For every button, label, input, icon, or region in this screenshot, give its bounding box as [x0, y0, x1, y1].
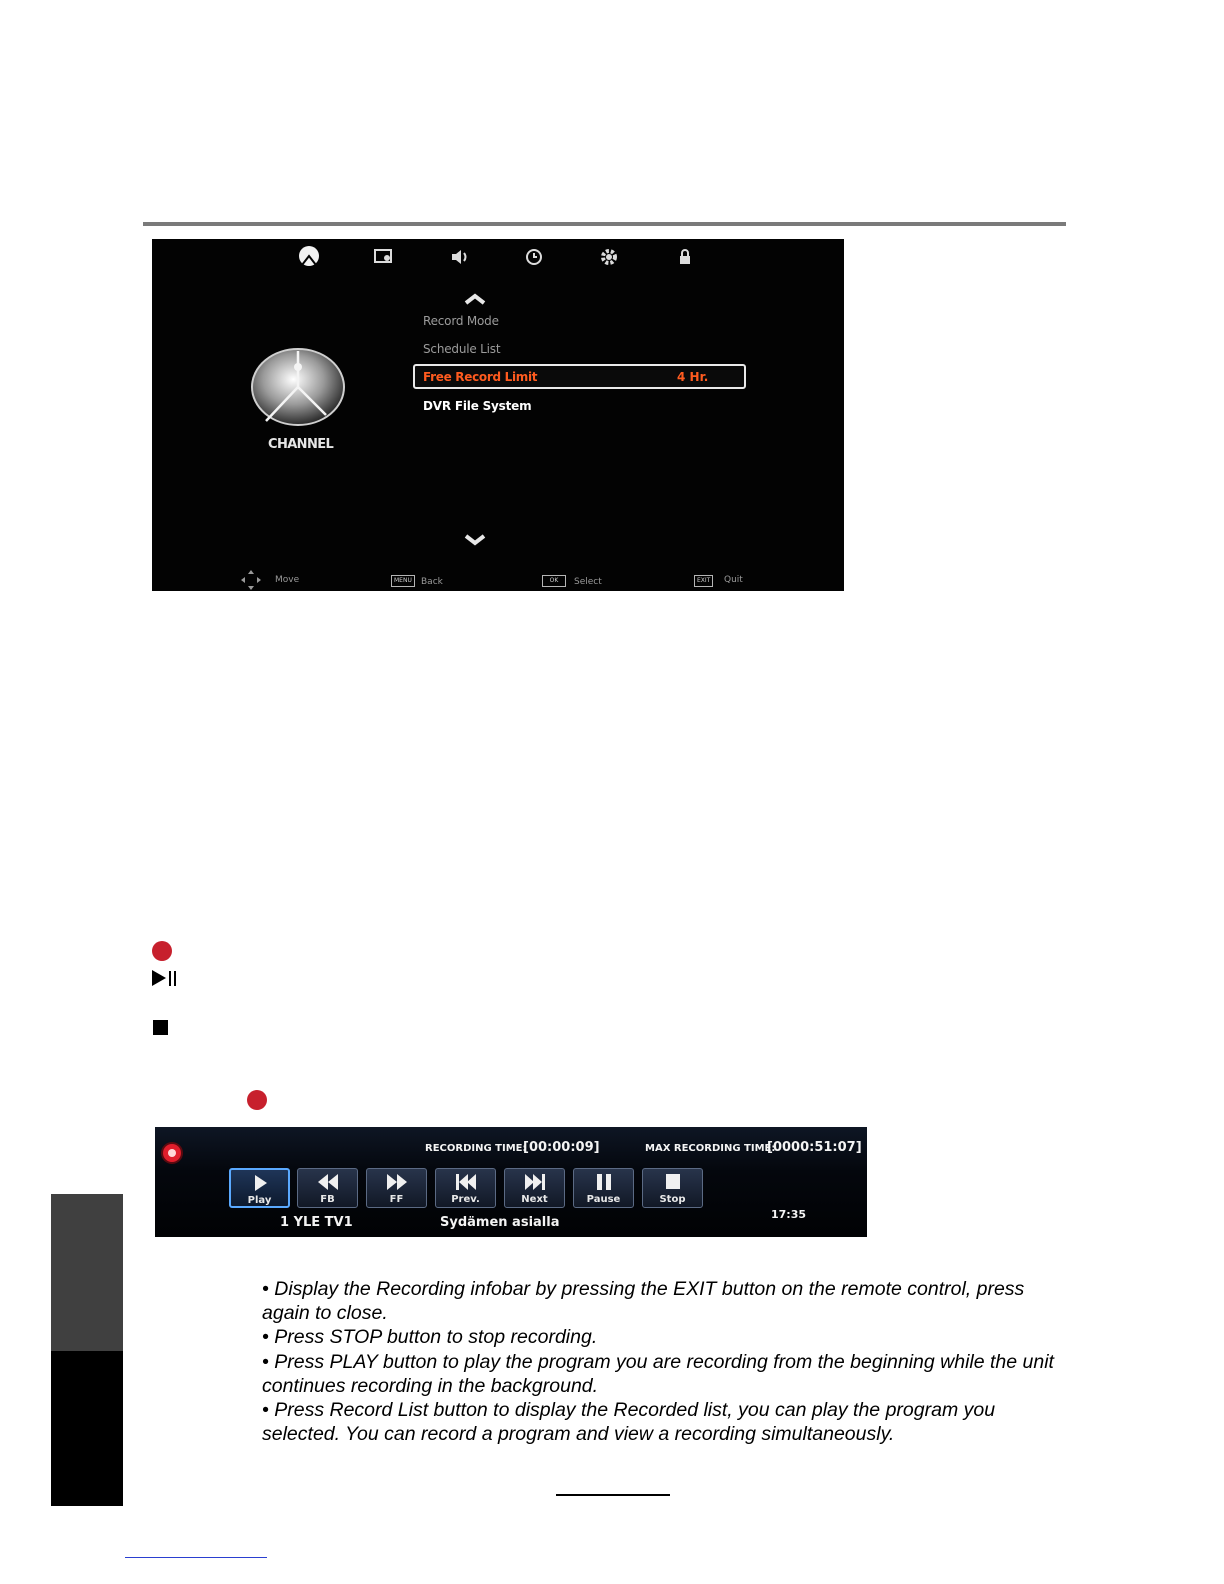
recording-time-label: RECORDING TIME: — [425, 1143, 527, 1154]
previous-button[interactable] — [435, 1168, 496, 1208]
menu-item-record-mode[interactable]: Record Mode — [423, 314, 499, 328]
next-label: Next — [521, 1194, 548, 1205]
picture-icon — [371, 244, 397, 270]
recording-infobar — [155, 1127, 867, 1237]
footer-link-line — [125, 1557, 267, 1558]
category-label: CHANNEL — [268, 437, 334, 452]
fast-forward-label: FF — [389, 1194, 404, 1205]
hint-back: Back — [421, 577, 443, 587]
max-recording-time-value: [0000:51:07] — [767, 1140, 862, 1155]
play-label: Play — [247, 1195, 272, 1206]
lock-icon — [672, 244, 698, 270]
record-icon — [247, 1090, 267, 1110]
menu-item-schedule-list[interactable]: Schedule List — [423, 342, 501, 356]
hint-select: Select — [574, 577, 602, 587]
stop-button[interactable] — [642, 1168, 703, 1208]
play-button[interactable] — [229, 1168, 290, 1208]
instruction-list — [262, 1277, 1062, 1446]
side-tab-grey — [51, 1194, 123, 1351]
max-recording-time-label: MAX RECORDING TIME: — [645, 1143, 776, 1154]
fast-forward-icon — [367, 1173, 426, 1191]
instruction-item: • Press STOP button to stop recording. — [262, 1326, 598, 1349]
menu-key-icon: MENU — [391, 575, 415, 587]
side-tab-black — [51, 1351, 123, 1506]
previous-label: Prev. — [451, 1194, 480, 1205]
play-pause-icon — [151, 968, 179, 988]
hint-quit: Quit — [724, 575, 743, 585]
pause-label: Pause — [586, 1194, 621, 1205]
record-icon — [152, 941, 172, 961]
settings-icon — [596, 244, 622, 270]
menu-item-label: Free Record Limit — [423, 370, 538, 384]
page-number-line — [556, 1494, 670, 1496]
fast-backward-button[interactable] — [297, 1168, 358, 1208]
play-icon — [231, 1174, 288, 1192]
stop-icon — [153, 1020, 168, 1035]
sound-icon — [447, 244, 473, 270]
time-icon — [521, 244, 547, 270]
menu-item-free-record-limit[interactable] — [413, 364, 746, 389]
menu-item-dvr-file-system[interactable]: DVR File System — [423, 399, 532, 413]
fast-backward-icon — [298, 1173, 357, 1191]
section-divider — [143, 222, 1066, 226]
exit-key-icon: EXIT — [694, 575, 713, 587]
next-button[interactable] — [504, 1168, 565, 1208]
instruction-item: • Press Record List button to display the Recorded list, you can play the program you selected. You can record a program and view a recording simultaneously. — [262, 1399, 996, 1446]
move-arrows-icon — [240, 569, 262, 591]
recording-indicator-icon — [163, 1144, 181, 1162]
fast-backward-label: FB — [320, 1194, 335, 1205]
scroll-down-icon[interactable] — [464, 533, 486, 549]
stop-label: Stop — [659, 1194, 686, 1205]
menu-item-value: 4 Hr. — [677, 370, 709, 384]
instruction-item: • Press PLAY button to play the program you are recording from the beginning while the unit continues recording in the background. — [262, 1350, 1054, 1397]
channel-dish-icon — [248, 345, 348, 441]
scroll-up-icon[interactable] — [464, 291, 486, 307]
fast-forward-button[interactable] — [366, 1168, 427, 1208]
tv-menu-screenshot — [152, 239, 844, 591]
instruction-item: • Display the Recording infobar by pressing the EXIT button on the remote control, press again to close. — [262, 1278, 1025, 1325]
pause-button[interactable] — [573, 1168, 634, 1208]
recording-time-value: [00:00:09] — [523, 1140, 600, 1155]
channel-name: 1 YLE TV1 — [280, 1215, 353, 1230]
channel-icon — [296, 244, 322, 270]
stop-icon — [643, 1173, 702, 1191]
ok-key-icon: OK — [542, 575, 566, 587]
program-title: Sydämen asialla — [440, 1215, 560, 1230]
next-icon — [505, 1173, 564, 1191]
hint-move: Move — [275, 575, 300, 585]
pause-icon — [574, 1173, 633, 1191]
previous-icon — [436, 1173, 495, 1191]
clock: 17:35 — [771, 1208, 807, 1221]
